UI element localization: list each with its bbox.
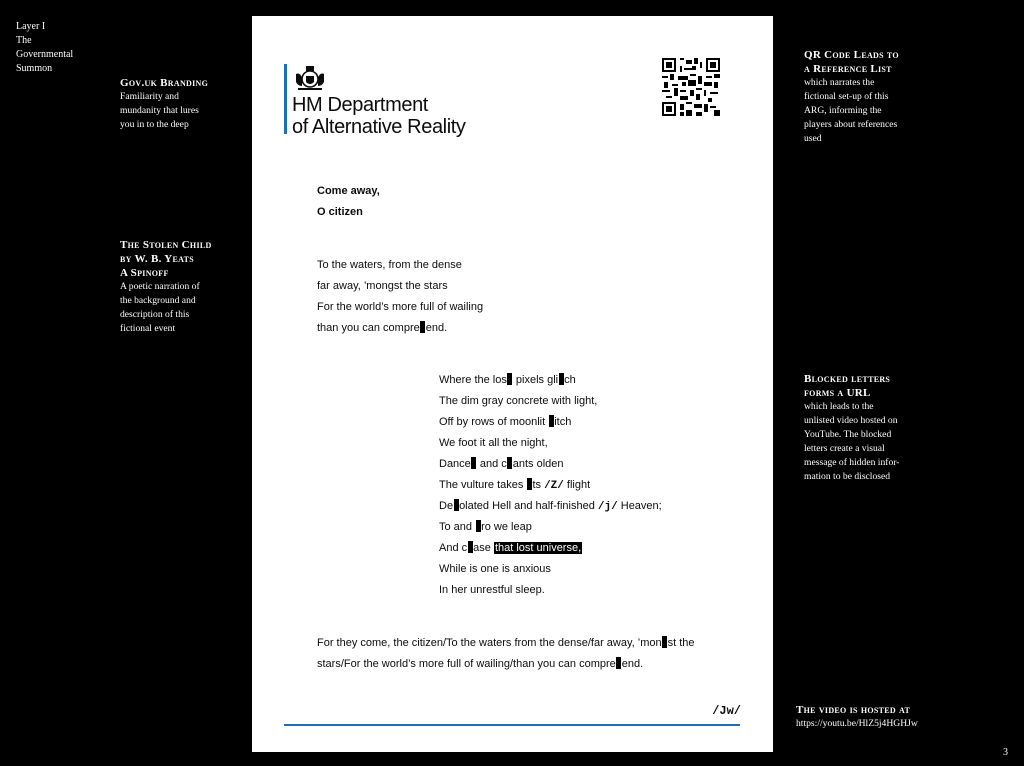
note-text: mation to be disclosed bbox=[804, 471, 891, 482]
text-segment: ch bbox=[564, 374, 576, 386]
text-segment: pixels gli bbox=[512, 374, 559, 386]
text-segment: ase bbox=[473, 542, 494, 554]
note-text: unlisted video hosted on bbox=[804, 415, 898, 426]
slash-letter: /Z/ bbox=[544, 480, 564, 492]
slash-letter: /j/ bbox=[597, 501, 618, 513]
blocked-letter bbox=[507, 373, 512, 385]
signature: /Jw/ bbox=[712, 704, 741, 718]
text-segment: And c bbox=[439, 542, 468, 554]
royal-crest-icon bbox=[292, 64, 328, 92]
note-heading: The Stolen Child bbox=[120, 239, 212, 251]
poem-line: To the waters, from the dense bbox=[317, 259, 462, 271]
salutation-line: Come away, bbox=[317, 185, 380, 197]
note-text: which leads to the bbox=[804, 401, 874, 412]
text-segment: ts bbox=[532, 479, 545, 491]
poem-line bbox=[439, 478, 590, 493]
text-segment: stars/For the world’s more full of wailing/than you can compre bbox=[317, 658, 616, 670]
text-segment: ants olden bbox=[512, 458, 564, 470]
note-text: players about references bbox=[804, 119, 898, 130]
note-heading: A Spinoff bbox=[120, 267, 169, 279]
poem-line: We foot it all the night, bbox=[439, 437, 548, 449]
document-page bbox=[252, 16, 773, 752]
blocked-letter bbox=[662, 636, 667, 648]
note-heading: The video is hosted at bbox=[796, 704, 911, 716]
text-segment: end. bbox=[425, 322, 448, 334]
layer-line: Governmental bbox=[16, 49, 74, 60]
note-text: YouTube. The blocked bbox=[804, 429, 892, 440]
text-segment: The vulture takes bbox=[439, 479, 527, 491]
text-segment: To and bbox=[439, 521, 476, 533]
note-text: which narrates the bbox=[804, 77, 875, 88]
note-heading: Blocked letters bbox=[804, 373, 891, 385]
note-text: mundanity that lures bbox=[120, 105, 199, 116]
text-segment: itch bbox=[554, 416, 572, 428]
brand-bar bbox=[284, 64, 287, 134]
poem-line bbox=[439, 499, 662, 514]
blocked-letter bbox=[549, 415, 554, 427]
note-text: fictional event bbox=[120, 323, 176, 334]
department-line: of Alternative Reality bbox=[292, 116, 466, 138]
note-text: description of this bbox=[120, 309, 190, 320]
blocked-letter bbox=[507, 457, 512, 469]
poem-line: In her unrestful sleep. bbox=[439, 584, 545, 596]
qr-code-icon[interactable] bbox=[662, 58, 720, 116]
note-text: fictional set-up of this bbox=[804, 91, 889, 102]
text-segment: st the bbox=[667, 637, 695, 649]
note-heading: forms a URL bbox=[804, 387, 871, 399]
video-url[interactable]: https://youtu.be/HlZ5j4HGHJw bbox=[796, 718, 918, 729]
note-text: letters create a visual bbox=[804, 443, 885, 454]
text-segment: ro we leap bbox=[481, 521, 532, 533]
note-qr bbox=[804, 48, 924, 146]
layer-title bbox=[16, 20, 96, 76]
note-heading: QR Code Leads to bbox=[804, 49, 899, 61]
blocked-letter bbox=[559, 373, 564, 385]
poem-line: far away, ’mongst the stars bbox=[317, 280, 448, 292]
text-segment: Heaven; bbox=[617, 500, 662, 512]
text-segment: end. bbox=[621, 658, 644, 670]
poem-line bbox=[439, 415, 571, 429]
text-segment: Off by rows of moonlit bbox=[439, 416, 549, 428]
note-text: the background and bbox=[120, 295, 196, 306]
salutation-line: O citizen bbox=[317, 206, 363, 218]
closing-line bbox=[317, 657, 643, 671]
note-heading: Gov.uk Branding bbox=[120, 77, 209, 89]
footer-rule bbox=[284, 724, 740, 726]
poem-line bbox=[317, 321, 447, 335]
closing-line bbox=[317, 636, 695, 650]
text-segment: and c bbox=[476, 458, 507, 470]
text-segment: De bbox=[439, 500, 454, 512]
blocked-letter bbox=[420, 321, 425, 333]
note-text: you in to the deep bbox=[120, 119, 189, 130]
text-segment: Where the los bbox=[439, 374, 507, 386]
blocked-letter bbox=[616, 657, 621, 669]
note-heading: a Reference List bbox=[804, 63, 892, 75]
blocked-letter bbox=[476, 520, 481, 532]
note-blocked-letters bbox=[804, 372, 924, 484]
layer-line: Summon bbox=[16, 63, 53, 74]
note-stolen-child bbox=[120, 238, 230, 336]
highlighted-phrase: that lost universe, bbox=[494, 542, 582, 554]
department-name bbox=[292, 94, 466, 138]
layer-line: Layer I bbox=[16, 21, 46, 32]
note-text: used bbox=[804, 133, 822, 144]
poem-line bbox=[439, 457, 564, 471]
text-segment: For they come, the citizen/To the waters from the dense/far away, ’mon bbox=[317, 637, 662, 649]
note-text: ARG, informing the bbox=[804, 105, 882, 116]
note-text: Familiarity and bbox=[120, 91, 179, 102]
layer-line: The bbox=[16, 35, 32, 46]
poem-line: While is one is anxious bbox=[439, 563, 551, 575]
poem-line: The dim gray concrete with light, bbox=[439, 395, 598, 407]
poem-line: For the world’s more full of wailing bbox=[317, 301, 484, 313]
page-number: 3 bbox=[1003, 747, 1008, 758]
poem-line bbox=[439, 520, 532, 534]
note-heading: by W. B. Yeats bbox=[120, 253, 195, 265]
text-segment: flight bbox=[563, 479, 591, 491]
note-video bbox=[796, 703, 976, 731]
text-segment: olated Hell and half-finished bbox=[459, 500, 598, 512]
blocked-letter bbox=[454, 499, 459, 511]
poem-line bbox=[439, 541, 582, 555]
note-text: A poetic narration of bbox=[120, 281, 200, 292]
text-segment: Dance bbox=[439, 458, 471, 470]
text-segment: than you can compre bbox=[317, 322, 420, 334]
poem-line bbox=[439, 373, 576, 387]
note-text: message of hidden infor- bbox=[804, 457, 900, 468]
note-branding bbox=[120, 76, 230, 132]
blocked-letter bbox=[471, 457, 476, 469]
department-line: HM Department bbox=[292, 94, 428, 116]
blocked-letter bbox=[468, 541, 473, 553]
